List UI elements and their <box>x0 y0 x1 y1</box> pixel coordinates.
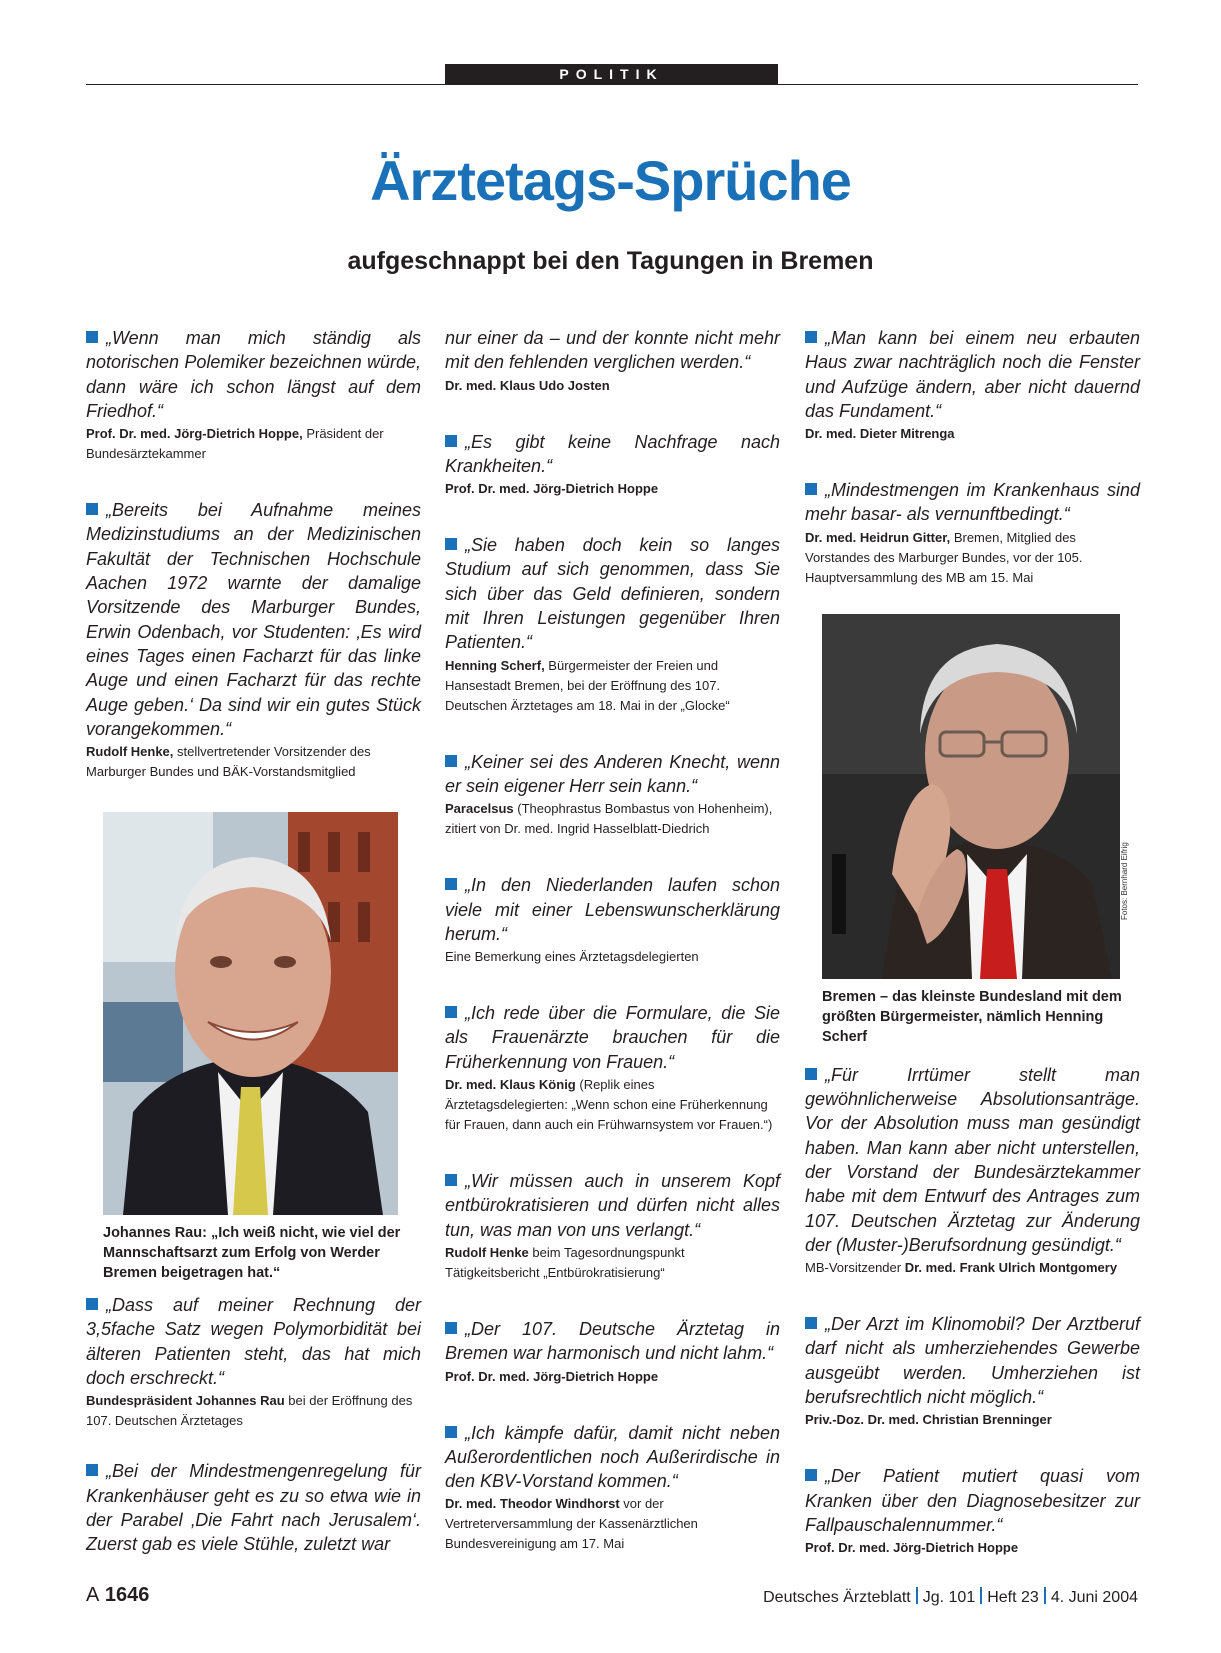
quote-author: Dr. med. Theodor Windhorst <box>445 1496 620 1512</box>
quote-text: „Der Arzt im Klinomobil? Der Arztberuf darf nicht als umherziehendes Gewerbe ausgeübt werden. Umherziehen ist berufsrechtlich nicht möglich.“ <box>805 1314 1140 1408</box>
square-bullet-icon <box>445 755 457 767</box>
quote-attribution <box>445 376 780 396</box>
quote-text: nur einer da – und der konnte nicht mehr mit den fehlenden verglichen werden.“ <box>445 328 780 373</box>
quote-block <box>86 498 421 782</box>
footer-separator <box>980 1587 982 1604</box>
quote-block <box>86 326 421 464</box>
quote-author: Henning Scherf, <box>445 657 545 673</box>
quote-text: „Wir müssen auch in unserem Kopf entbürokratisieren und dürfen nicht alles tun, was man von uns verlangt.“ <box>445 1171 780 1240</box>
quote-attribution: Dr. med. Theodor Windhorst vor der Vertreterversammlung der Kassenärztlichen Bundesvereinigung am 17. Mai <box>445 1496 698 1552</box>
portrait-image <box>103 812 398 1215</box>
portrait-image <box>822 614 1120 979</box>
quote-attribution: Rudolf Henke, stellvertretender Vorsitzender des Marburger Bundes und BÄK-Vorstandsmitglied <box>86 744 371 780</box>
square-bullet-icon <box>445 1426 457 1438</box>
quote-block <box>445 430 780 500</box>
quote-text: „Bereits bei Aufnahme meines Medizinstudiums an der Medizinischen Fakultät der Technischen Hochschule Aachen 1972 warnte der damalige Vorsitzende des Marburger Bundes, Erwin Odenbach, vor Studenten: ‚Es wird eines Tages einen Facharzt für das linke Auge und einen Facharzt für das rechte Auge geben.‘ Da sind wir ein gutes Stück vorangekommen.“ <box>86 500 421 739</box>
column-3 <box>805 326 1140 1592</box>
photo-caption: Bremen – das kleinste Bundesland mit dem größten Bürgermeister, nämlich Henning Scherf <box>822 988 1122 1045</box>
journal-date: 4. Juni 2004 <box>1050 1589 1138 1606</box>
quote-block <box>445 750 780 840</box>
quote-author: Prof. Dr. med. Jörg-Dietrich Hoppe <box>445 1368 659 1384</box>
quote-author: Paracelsus <box>445 801 514 817</box>
journal-volume: Jg. 101 <box>922 1589 976 1606</box>
footer-separator <box>916 1587 918 1604</box>
quote-attribution: MB-Vorsitzender Dr. med. Frank Ulrich Montgomery <box>805 1260 1118 1276</box>
quote-text: „Dass auf meiner Rechnung der 3,5fache Satz wegen Polymorbidität bei älteren Patienten steht, das hat mich doch erschreckt.“ <box>86 1295 421 1389</box>
quote-attribution <box>805 1538 1140 1558</box>
square-bullet-icon <box>805 331 817 343</box>
journal-name: Deutsches Ärzteblatt <box>763 1589 911 1606</box>
quote-author: Dr. med. Heidrun Gitter, <box>805 529 951 545</box>
quote-author: Rudolf Henke, <box>86 744 174 760</box>
square-bullet-icon <box>86 503 98 515</box>
quote-text: „Bei der Mindestmengenregelung für Krankenhäuser geht es zu so etwa wie in der Parabel ‚Die Fahrt nach Jerusalem‘. Zuerst gab es viele Stühle, zuletzt war <box>86 1461 421 1555</box>
quote-block <box>445 326 780 396</box>
quote-attribution <box>805 1410 1140 1430</box>
square-bullet-icon <box>86 1464 98 1476</box>
quote-attribution <box>445 1367 780 1387</box>
quote-block <box>445 1421 780 1555</box>
page-title: Ärztetags-Sprüche <box>370 149 851 212</box>
quote-text: „Der Patient mutiert quasi vom Kranken über den Diagnosebesitzer zur Fallpauschalennummer.“ <box>805 1466 1140 1535</box>
square-bullet-icon <box>445 538 457 550</box>
quote-text: „Der 107. Deutsche Ärztetag in Bremen war harmonisch und nicht lahm.“ <box>445 1318 780 1364</box>
quote-block <box>86 1459 421 1556</box>
quote-block <box>445 533 780 715</box>
quote-author: Prof. Dr. med. Jörg-Dietrich Hoppe <box>805 1540 1019 1556</box>
page-subtitle: aufgeschnappt bei den Tagungen in Bremen <box>347 247 874 275</box>
journal-footer <box>763 1587 1138 1607</box>
quote-text: „Ich kämpfe dafür, damit nicht neben Außerordentlichen noch Außerirdische in den KBV-Vorstand kommen.“ <box>445 1422 780 1492</box>
square-bullet-icon <box>805 483 817 495</box>
quote-attribution: Henning Scherf, Bürgermeister der Freien und Hansestadt Bremen, bei der Eröffnung des 107. Deutschen Ärztetages am 18. Mai in der „Glocke“ <box>445 657 730 713</box>
quote-block <box>805 1464 1140 1558</box>
quote-author: Dr. med. Klaus König <box>445 1077 576 1093</box>
square-bullet-icon <box>445 878 457 890</box>
footer-separator <box>1044 1587 1046 1604</box>
quote-block <box>445 1001 780 1135</box>
photo-caption: Johannes Rau: „Ich weiß nicht, wie viel der Mannschaftsarzt zum Erfolg von Werder Bremen beigetragen hat.“ <box>103 1225 401 1282</box>
quote-block <box>805 1063 1140 1278</box>
quote-attribution: Dr. med. Heidrun Gitter, Bremen, Mitglied des Vorstandes des Marburger Bundes, vor der 105. Hauptversammlung des MB am 15. Mai <box>805 529 1083 585</box>
quote-author: Bundespräsident Johannes Rau <box>86 1393 285 1409</box>
square-bullet-icon <box>445 1006 457 1018</box>
quote-text: „Es gibt keine Nachfrage nach Krankheiten.“ <box>445 431 780 476</box>
quote-attribution: Bundespräsident Johannes Rau bei der Eröffnung des 107. Deutschen Ärztetages <box>86 1393 413 1429</box>
quote-attribution: Paracelsus (Theophrastus Bombastus von Hohenheim), zitiert von Dr. med. Ingrid Hasselblatt-Diedrich <box>445 801 773 837</box>
quote-text: „Für Irrtümer stellt man gewöhnlicherweise Absolutionsanträge. Vor der Absolution muss man gesündigt haben. Man kann aber nicht unterstellen, der Vorstand der Bundesärztekammer habe mit dem Entwurf des Antrages zum 107. Deutschen Ärztetag zur Änderung der (Muster-)Berufsordnung gesündigt.“ <box>805 1064 1140 1255</box>
quote-attribution: Prof. Dr. med. Jörg-Dietrich Hoppe, Präsident der Bundesärztekammer <box>86 426 384 462</box>
page-number: A 1646 <box>86 1584 150 1606</box>
quote-author: Dr. med. Klaus Udo Josten <box>445 377 610 393</box>
quote-author: Priv.-Doz. Dr. med. Christian Brenninger <box>805 1412 1052 1428</box>
quote-text: „Wenn man mich ständig als notorischen Polemiker bezeichnen würde, dann wäre ich schon längst auf dem Friedhof.“ <box>86 328 421 421</box>
quote-block <box>805 326 1140 444</box>
quote-attribution <box>805 424 1140 444</box>
square-bullet-icon <box>86 1298 98 1310</box>
column-1 <box>86 326 421 1591</box>
quote-block <box>805 478 1140 588</box>
quote-attribution: Rudolf Henke beim Tagesordnungspunkt Tätigkeitsbericht „Entbürokratisierung“ <box>445 1244 685 1280</box>
quote-author: Prof. Dr. med. Jörg-Dietrich Hoppe, <box>86 426 303 442</box>
quote-text: „Man kann bei einem neu erbauten Haus zwar nachträglich noch die Fenster und Aufzüge ändern, aber nicht dauernd das Fundament.“ <box>805 328 1140 421</box>
quote-block <box>86 1293 421 1431</box>
quote-attribution: Eine Bemerkung eines Ärztetagsdelegierten <box>445 949 699 965</box>
quote-author: Dr. med. Frank Ulrich Montgomery <box>904 1260 1118 1276</box>
column-2 <box>445 326 780 1588</box>
quote-author: Rudolf Henke <box>445 1244 529 1260</box>
journal-issue: Heft 23 <box>987 1589 1039 1606</box>
quote-text: „In den Niederlanden laufen schon viele mit einer Lebenswunscherklärung herum.“ <box>445 875 780 944</box>
quote-text: „Ich rede über die Formulare, die Sie als Frauenärzte brauchen für die Früherkennung von Frauen.“ <box>445 1003 780 1072</box>
quote-attribution <box>445 479 780 499</box>
photo-johannes-rau <box>103 812 421 1215</box>
photo-henning-scherf <box>822 614 1140 979</box>
square-bullet-icon <box>445 435 457 447</box>
quote-author: Prof. Dr. med. Jörg-Dietrich Hoppe <box>445 481 659 497</box>
section-label: POLITIK <box>445 64 778 85</box>
quote-block <box>805 1312 1140 1430</box>
square-bullet-icon <box>805 1469 817 1481</box>
square-bullet-icon <box>805 1317 817 1329</box>
square-bullet-icon <box>86 331 98 343</box>
square-bullet-icon <box>445 1322 457 1334</box>
square-bullet-icon <box>805 1068 817 1080</box>
quote-block <box>445 1169 780 1283</box>
quote-block <box>445 873 780 967</box>
square-bullet-icon <box>445 1174 457 1186</box>
quote-text: „Mindestmengen im Krankenhaus sind mehr basar- als vernunftbedingt.“ <box>805 480 1140 525</box>
photo-credit: Fotos: Bernhard Eifrig <box>1120 842 1129 920</box>
quote-author: Dr. med. Dieter Mitrenga <box>805 426 955 442</box>
quote-block <box>445 1317 780 1387</box>
quote-text: „Keiner sei des Anderen Knecht, wenn er sein eigener Herr sein kann.“ <box>445 751 780 796</box>
quote-attribution: Dr. med. Klaus König (Replik eines Ärztetagsdelegierten: „Wenn schon eine Früherkennung für Frauen, dann auch ein Frühwarnsystem vor Frauen.“) <box>445 1077 773 1133</box>
quote-text: „Sie haben doch kein so langes Studium auf sich genommen, dass Sie sich über das Geld definieren, sondern mit Ihren Leistungen gegenüber Ihren Patienten.“ <box>445 535 780 653</box>
